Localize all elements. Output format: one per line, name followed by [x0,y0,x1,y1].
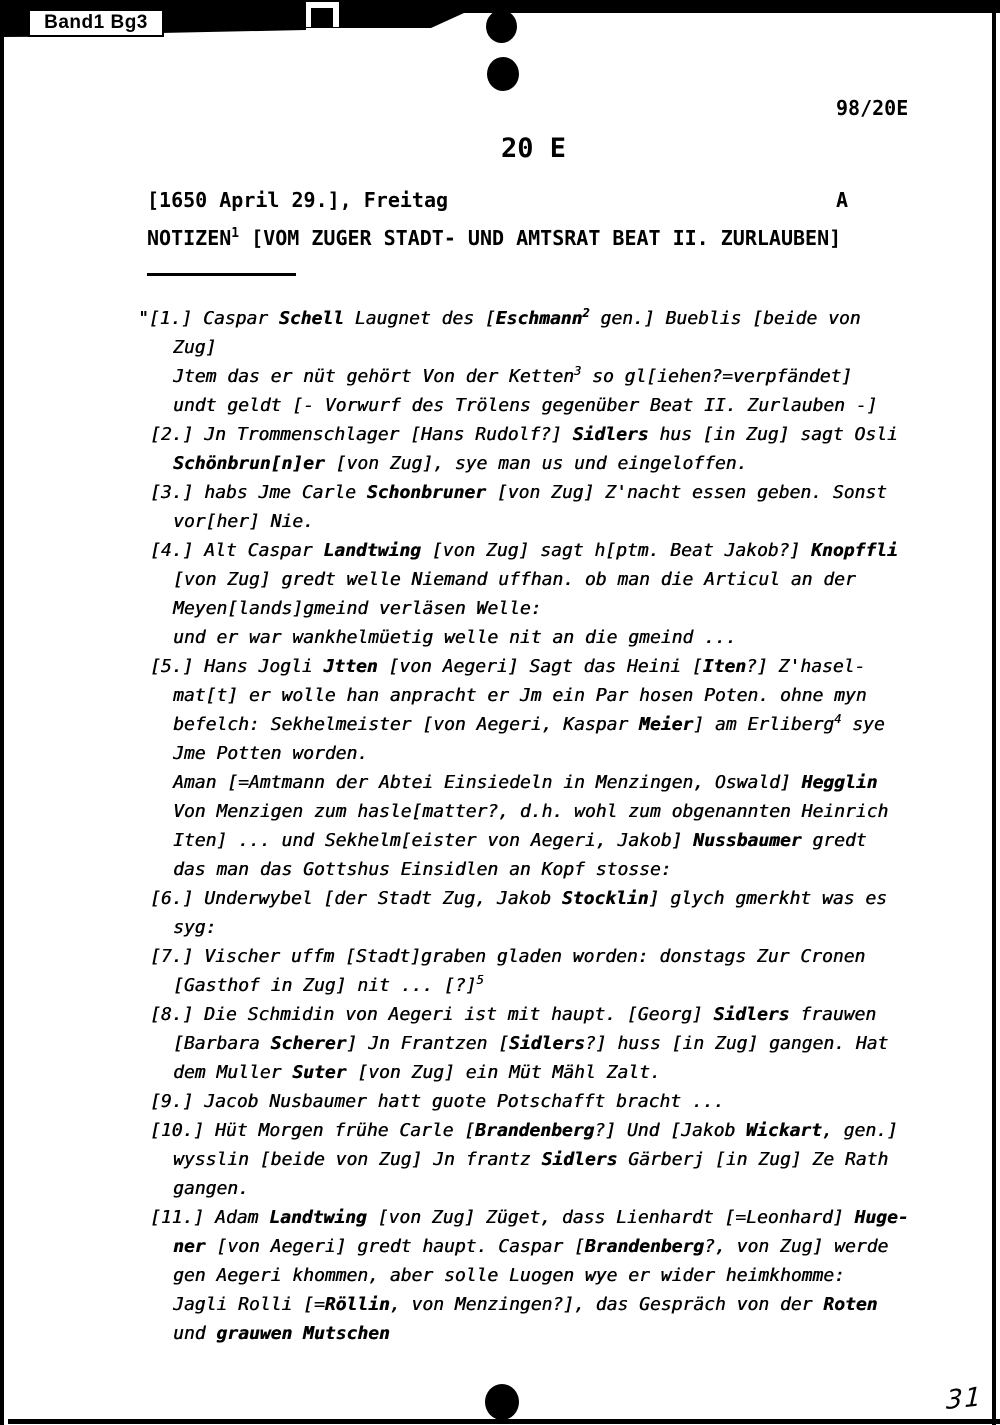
body-line: Iten] ... und Sekhelm[eister von Aegeri, Jakob] Nussbaumer gredt [173,830,867,851]
body-line: befelch: Sekhelmeister [von Aegeri, Kaspar Meier] am Erliberg$^4$ sye [173,712,885,735]
body-line: ner [von Aegeri] gredt haupt. Caspar [Brandenberg?, von Zug] werde [173,1236,889,1257]
body-line: Schönbrun[n]er [von Zug], sye man us und eingeloffen. [173,453,748,474]
body-line: Jme Potten worden. [173,743,369,764]
body-line: [8.] Die Schmidin von Aegeri ist mit haupt. [Georg] Sidlers frauwen [150,1004,877,1025]
body-line: und grauwen Mutschen [173,1323,390,1344]
body-line: [3.] habs Jme Carle Schonbruner [von Zug] Z'nacht essen geben. Sonst [150,482,887,503]
body-line: "[1.] Caspar Schell Laugnet des [Eschmann$^2$ gen.] Bueblis [beide von [138,306,861,329]
body-line: wysslin [beide von Zug] Jn frantz Sidlers Gärberj [in Zug] Ze Rath [173,1149,889,1170]
body-lines [138,304,909,1348]
body-line: syg: [173,917,217,938]
date-line: [1650 April 29.], Freitag [147,188,449,212]
doc-title-footnote-marker: 1 [231,226,240,241]
body-line: Aman [=Amtmann der Abtei Einsiedeln in Menzingen, Oswald] Hegglin [173,772,878,793]
right-edge-line [992,0,996,1425]
page-heading: 20 E [501,133,567,164]
body-line: undt geldt [- Vorwurf des Trölens gegenüber Beat II. Zurlauben -] [173,395,878,416]
body-line: dem Muller Suter [von Zug] ein Müt Mähl Zalt. [173,1062,661,1083]
body-line: [Gasthof in Zug] nit ... [?]$^5$ [173,973,484,996]
body-line: [5.] Hans Jogli Jtten [von Aegeri] Sagt das Heini [Iten?] Z'hasel- [150,656,866,677]
left-edge-line [0,30,4,1425]
body-line: [von Zug] gredt welle Niemand uffhan. ob man die Articul an der [173,569,856,590]
body-line: und er war wankhelmüetig welle nit an die gmeind ... [173,627,737,648]
body-line: vor[her] Nie. [173,511,314,532]
body-line: gangen. [173,1178,249,1199]
title-underline-rule [147,273,296,276]
doc-title-main: NOTIZEN [147,226,232,250]
punch-hole-bottom [485,1384,519,1420]
body-line: [7.] Vischer uffm [Stadt]graben gladen worden: donstags Zur Cronen [150,946,866,967]
body-line: [10.] Hüt Morgen frühe Carle [Brandenberg?] Und [Jakob Wickart, gen.] [150,1120,898,1141]
body-line: Meyen[lands]gmeind verläsen Welle: [173,598,542,619]
doc-title-rest: [VOM ZUGER STADT- UND AMTSRAT BEAT II. ZURLAUBEN] [239,226,842,250]
body-line: [9.] Jacob Nusbaumer hatt guote Potschafft bracht ... [150,1091,725,1112]
handwritten-page-number: 31 [945,1381,984,1417]
body-line: gen Aegeri khommen, aber solle Luogen wye er wider heimkhomme: [173,1265,845,1286]
punch-hole-top-1 [486,10,517,43]
doc-ref: 98/20E [836,96,909,120]
body-line: [6.] Underwybel [der Stadt Zug, Jakob Stocklin] glych gmerkht was es [150,888,887,909]
binder-label: Band1 Bg3 [28,9,164,37]
body-line: [Barbara Scherer] Jn Frantzen [Sidlers?] huss [in Zug] gangen. Hat [173,1033,889,1054]
body-line: [4.] Alt Caspar Landtwing [von Zug] sagt h[ptm. Beat Jakob?] Knopffli [150,540,898,561]
doc-title [147,226,841,250]
section-letter: A [836,188,849,212]
body-line: Von Menzigen zum hasle[matter?, d.h. wohl zum obgenannten Heinrich [173,801,889,822]
body-line: mat[t] er wolle han anpracht er Jm ein Par hosen Poten. ohne myn [173,685,867,706]
body-line: [2.] Jn Trommenschlager [Hans Rudolf?] Sidlers hus [in Zug] sagt Osli [150,424,898,445]
body-line: [11.] Adam Landtwing [von Zug] Züget, dass Lienhardt [=Leonhard] Huge- [150,1207,909,1228]
body-line: Jagli Rolli [=Röllin, von Menzingen?], das Gespräch von der Roten [173,1294,878,1315]
body-line: Jtem das er nüt gehört Von der Ketten$^3$ so gl[iehen?=verpfändet] [173,364,853,387]
body-line: Zug] [173,337,217,358]
body-line: das man das Gottshus Einsidlen an Kopf stosse: [173,859,672,880]
punch-hole-top-2 [487,57,519,91]
